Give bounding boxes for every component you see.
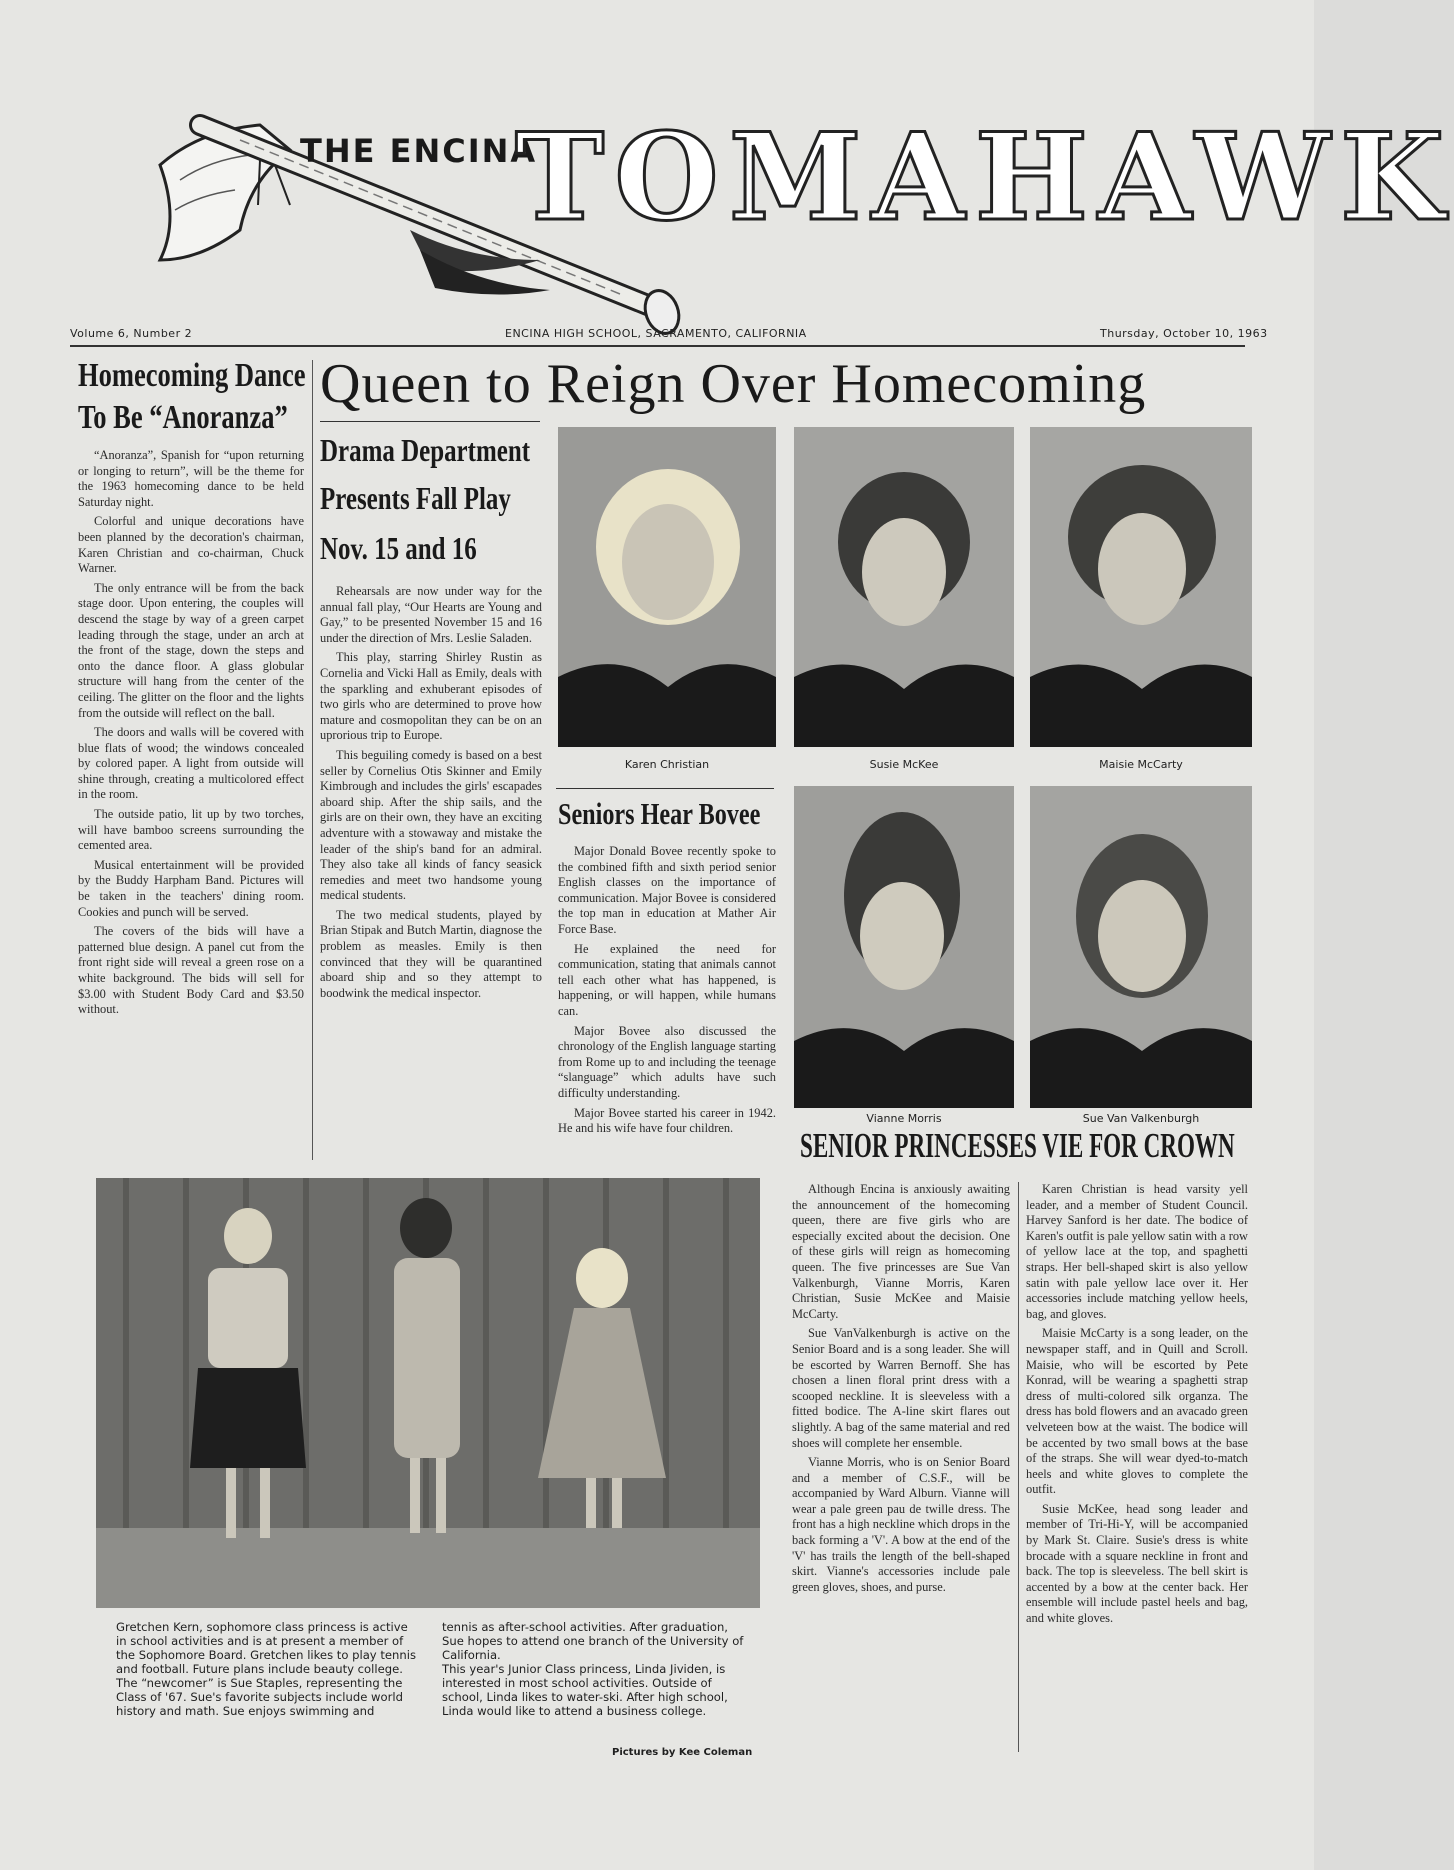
group-caption-paragraph: tennis as after-school activities. After graduation, Sue hopes to attend one branch of the University of California. <box>442 1620 744 1662</box>
anoranza-headline-1: Homecoming Dance <box>78 357 306 394</box>
portrait-photo <box>1030 786 1252 1108</box>
anoranza-article <box>78 448 304 1022</box>
drama-article <box>320 584 542 1005</box>
princesses-column-2 <box>1026 1182 1248 1631</box>
drama-paragraph: This beguiling comedy is based on a best seller by Cornelius Otis Skinner and Emily Kimbrough and includes the girls' escapades aboard ship. After the ship sails, and the girls are on their own, they have an exciting adventure with a stowaway and mistake the leader of the ship's band for an admiral. They also take all kinds of fancy seasick remedies and meet two handsome young medical students. <box>320 747 542 903</box>
column-divider <box>1018 1182 1019 1752</box>
column-divider <box>312 360 313 1160</box>
issue-date: Thursday, October 10, 1963 <box>1100 327 1268 340</box>
princesses-column-1 <box>792 1182 1010 1599</box>
photo-credit: Pictures by Kee Coleman <box>612 1747 753 1758</box>
group-caption-paragraph: The “newcomer” is Sue Staples, representing the Class of '67. Sue's favorite subjects include world history and math. Sue enjoys swimming and <box>116 1676 403 1718</box>
drama-headline-3: Nov. 15 and 16 <box>320 530 477 566</box>
drama-paragraph: Rehearsals are now under way for the annual fall play, “Our Hearts are Young and Gay,” to be presented November 15 and 16 under the direction of Mrs. Leslie Saladen. <box>320 584 542 645</box>
portrait-caption: Karen Christian <box>624 758 710 771</box>
bovee-paragraph: Major Bovee also discussed the chronology of the English language starting from Rome up to and including the teenage “slanguage” which adults have such difficulty understanding. <box>558 1023 776 1100</box>
group-caption-paragraph: This year's Junior Class princess, Linda Jividen, is interested in most school activities. Outside of school, Linda likes to water-ski. After high school, Linda would like to attend a business college. <box>442 1662 728 1718</box>
portrait-caption: Sue Van Valkenburgh <box>1082 1112 1200 1125</box>
drama-headline-2: Presents Fall Play <box>320 480 511 516</box>
volume-number: Volume 6, Number 2 <box>70 327 193 340</box>
anoranza-paragraph: “Anoranza”, Spanish for “upon returning or longing to return”, will be the theme for the 1963 homecoming dance to be held Saturday night. <box>78 448 304 509</box>
princesses-paragraph: Maisie McCarty is a song leader, on the newspaper staff, and in Quill and Scroll. Maisie, who will be escorted by Pete Konrad, will be wearing a spaghetti strap dress of multi-colored silk organza. The dress has bold flowers and an avacado green velveteen bow at the waist. The bodice will be accented by two small bows at the base of the straps. She will wear dyed-to-match heels and white gloves to complete the outfit. <box>1026 1326 1248 1497</box>
group-caption-column-2 <box>442 1620 752 1718</box>
drama-paragraph: The two medical students, played by Brian Stipak and Butch Martin, diagnose the problem as measles. Emily is then convinced that they will be quarantined aboard ship and so they attempt to boodwink the medical inspector. <box>320 907 542 1000</box>
banner-rule <box>320 421 540 422</box>
bovee-paragraph: Major Donald Bovee recently spoke to the combined fifth and sixth period senior English classes on the importance of communication. Major Bovee is considered the top man in education at Mather Air Force Base. <box>558 844 776 936</box>
princesses-paragraph: Although Encina is anxiously awaiting the announcement of the homecoming queen, there are five girls who are especially excited about the decision. One of these girls will reign as homecoming queen. The five princesses are Sue Van Valkenburgh, Vianne Morris, Karen Christian, Susie McKee and Maisie McCarty. <box>792 1182 1010 1321</box>
princesses-paragraph: Vianne Morris, who is on Senior Board and a member of C.S.F., will be accompanied by Ward Alburn. Vianne will wear a pale green pau de twille dress. The front has a high neckline which drops in the back forming a 'V'. A bow at the end of the 'V' has trails the length of the bell-shaped skirt. Vianne's accessories include pale green gloves, shoes, and purse. <box>792 1455 1010 1594</box>
portrait-photo <box>794 427 1014 747</box>
bovee-paragraph: He explained the need for communication, stating that animals cannot tell each other what has happened, is happening, or will happen, while humans can. <box>558 941 776 1018</box>
portrait-photo <box>558 427 776 747</box>
drama-paragraph: This play, starring Shirley Rustin as Cornelia and Vicki Hall as Emily, deals with the sparkling and exhuberant episodes of two girls who are determined to prove how mature and cosmopolitan they can be on an uprorious trip to Europe. <box>320 650 542 743</box>
princesses-paragraph: Karen Christian is head varsity yell leader, and a member of Student Council. Harvey Sanford is her date. The bodice of Karen's outfit is pale yellow satin with a row of yellow lace at the top, and spaghetti straps. Her bell-shaped skirt is also yellow satin with pale yellow lace over it. Her accessories include matching yellow heels, bag, and gloves. <box>1026 1182 1248 1321</box>
group-photo <box>96 1178 760 1608</box>
masthead-rule <box>70 345 1245 347</box>
masthead-the-encina: THE ENCINA <box>300 132 538 170</box>
drama-headline-1: Drama Department <box>320 432 531 468</box>
anoranza-paragraph: Colorful and unique decorations have been planned by the decoration's chairman, Karen Christian and co-chairman, Chuck Warner. <box>78 514 304 576</box>
school-location: ENCINA HIGH SCHOOL, SACRAMENTO, CALIFORNIA <box>505 327 807 340</box>
portrait-caption: Vianne Morris <box>866 1112 942 1125</box>
portrait-photo <box>794 786 1014 1108</box>
princesses-paragraph: Sue VanValkenburgh is active on the Senior Board and is a song leader. She will be escorted by Warren Bernoff. She has chosen a linen floral print dress with a scooped neckline. It is sleeveless with a fitted bodice. The A-line skirt flares out slightly. A bag of the same material and red shoes will complete her ensemble. <box>792 1326 1010 1450</box>
portrait-caption: Maisie McCarty <box>1099 758 1183 771</box>
princesses-paragraph: Susie McKee, head song leader and member of Tri-Hi-Y, will be accompanied by Mark St. Claire. Susie's dress is white brocade with a square neckline in front and back. The top is sleeveless. The bell skirt is accented by a bow at the center back. Her ensemble will include pastel heels and bag, and white gloves. <box>1026 1501 1248 1626</box>
bovee-paragraph: Major Bovee started his career in 1942. He and his wife have four children. <box>558 1105 776 1136</box>
anoranza-paragraph: The doors and walls will be covered with blue flats of wood; the windows concealed by colored paper. A light from outside will shine through, creating a multicolored effect in the room. <box>78 725 304 802</box>
portrait-caption: Susie McKee <box>869 758 939 771</box>
banner-headline: Queen to Reign Over Homecoming <box>320 353 1147 415</box>
anoranza-paragraph: Musical entertainment will be provided by the Buddy Harpham Band. Pictures will be taken in the teachers' dining room. Cookies and punch will be served. <box>78 857 304 919</box>
masthead-title: TOMAHAWK <box>515 107 1454 248</box>
group-caption-paragraph: Gretchen Kern, sophomore class princess is active in school activities and is at present a member of the Sophomore Board. Gretchen likes to play tennis and football. Future plans include beauty college. <box>116 1620 416 1676</box>
anoranza-paragraph: The outside patio, lit up by two torches, will have bamboo screens surrounding the cemented area. <box>78 807 304 853</box>
bovee-article <box>558 844 776 1141</box>
anoranza-paragraph: The only entrance will be from the back stage door. Upon entering, the couples will descend the stage by way of a green carpet leading through the stage, under an arch at the front of the stage, down the steps and onto the dance floor. A glass globular structure will hang from the center of the ceiling. The glitter on the floor and the lights from the outside will reflect on the ball. <box>78 580 304 720</box>
bovee-rule <box>556 788 774 789</box>
portrait-photo <box>1030 427 1252 747</box>
anoranza-headline-2: To Be “Anoranza” <box>78 399 288 436</box>
bovee-headline: Seniors Hear Bovee <box>558 796 761 831</box>
princesses-headline: SENIOR PRINCESSES VIE FOR CROWN <box>800 1126 1235 1165</box>
group-caption-column-1 <box>116 1620 416 1718</box>
anoranza-paragraph: The covers of the bids will have a patterned blue design. A panel cut from the front right side will reveal a green rose on a white background. The bids will sell for $3.00 with Student Body Card and $3.50 without. <box>78 924 304 1017</box>
